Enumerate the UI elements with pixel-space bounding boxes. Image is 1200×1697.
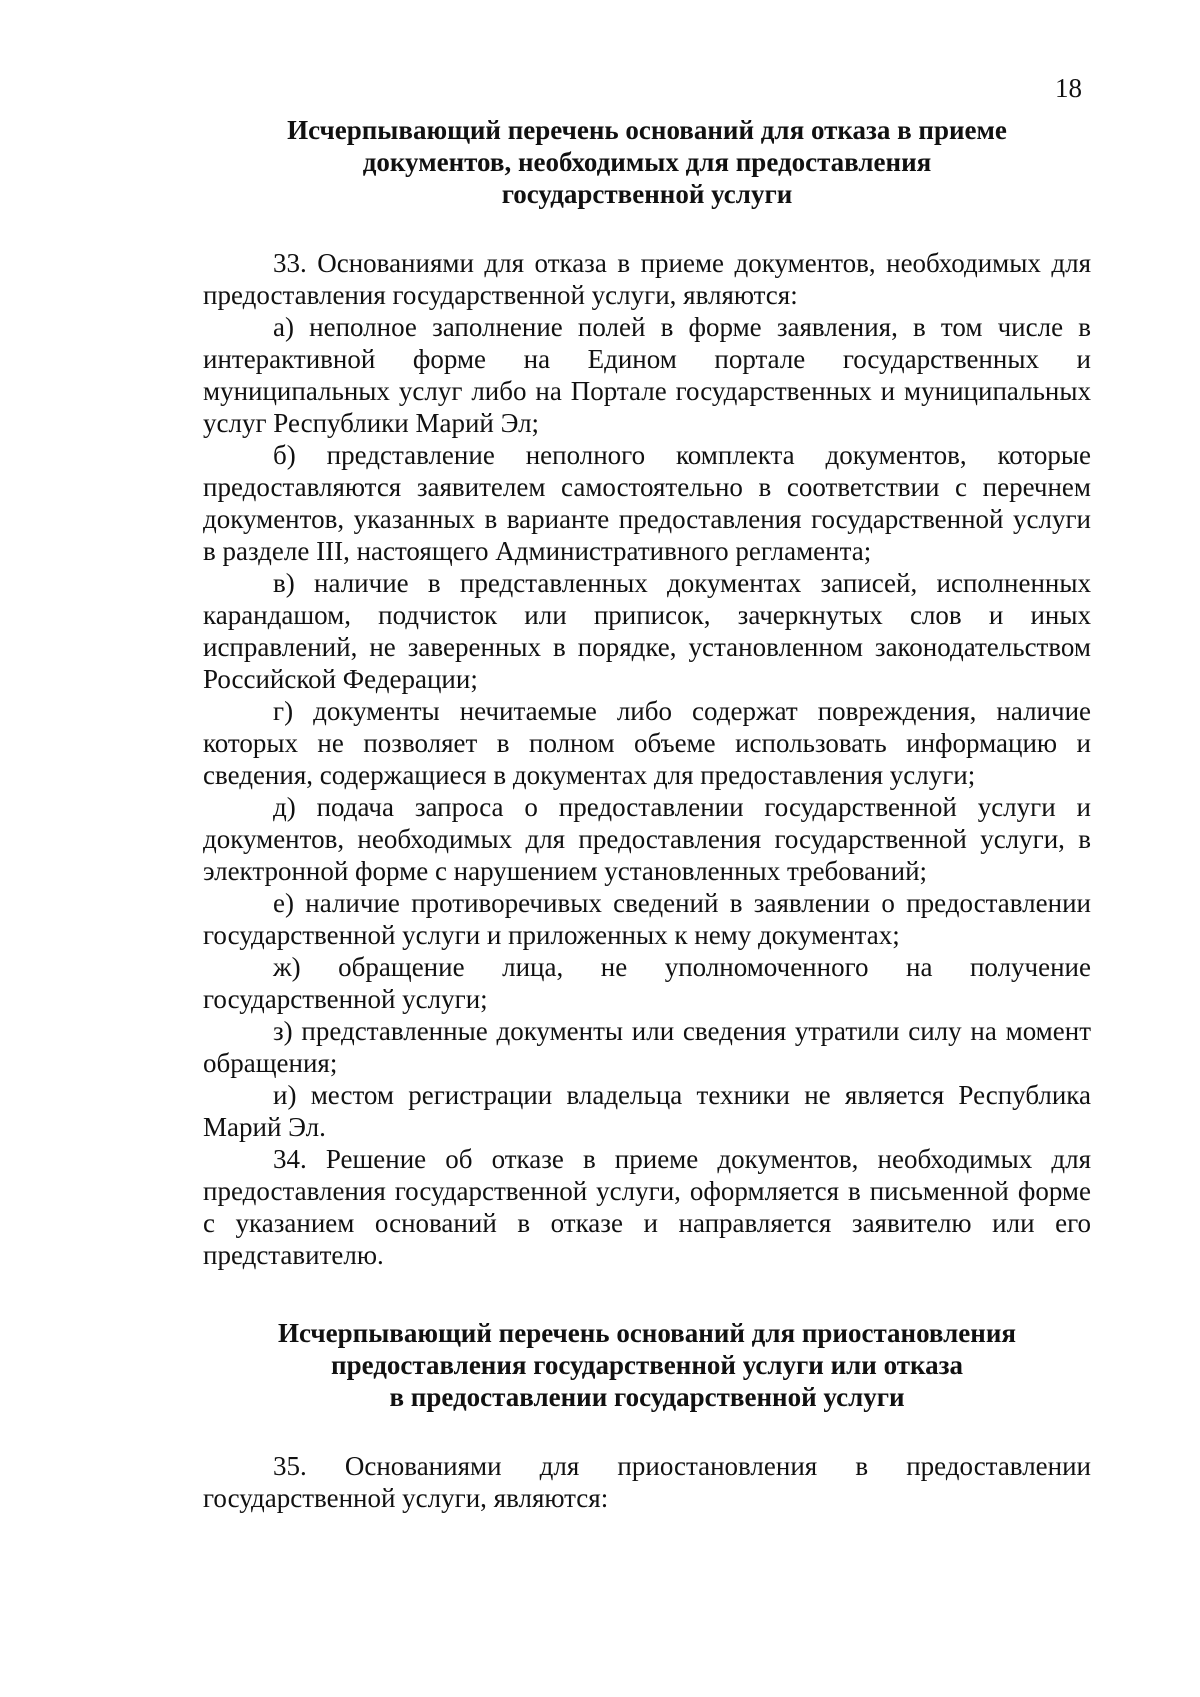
section-heading-refusal-reception [203,114,1091,210]
spacer [203,1413,1091,1450]
heading-line: Исчерпывающий перечень оснований для приостановления [277,1318,1017,1348]
item-e: е) наличие противоречивых сведений в заявлении о предоставлении государственной услуги и приложенных к нему документах; [203,888,1091,950]
spacer [203,210,1091,247]
section-heading-suspension [203,1317,1091,1413]
spacer [203,1271,1091,1317]
item-z: з) представленные документы или сведения утратили силу на момент обращения; [203,1016,1091,1078]
page-number: 18 [1055,73,1082,103]
heading-line: документов, необходимых для предоставления [362,147,932,177]
item-g: г) документы нечитаемые либо содержат повреждения, наличие которых не позволяет в полном объеме использовать информацию и сведения, содержащиеся в документах для предоставления услуги; [203,696,1091,790]
item-d: д) подача запроса о предоставлении государственной услуги и документов, необходимых для предоставления государственной услуги, в электронной форме с нарушением установленных требований; [203,792,1091,886]
paragraph-33: 33. Основаниями для отказа в приеме документов, необходимых для предоставления государственной услуги, являются: [203,248,1091,310]
heading-line: государственной услуги [501,179,793,209]
heading-line: в предоставлении государственной услуги [389,1382,905,1412]
item-i: и) местом регистрации владельца техники не является Республика Марий Эл. [203,1080,1091,1142]
item-a: а) неполное заполнение полей в форме заявления, в том числе в интерактивной форме на Едином портале государственных и муниципальных услуг либо на Портале государственных и муниципальных услуг Республики Марий Эл; [203,312,1091,438]
heading-line: предоставления государственной услуги или отказа [331,1350,963,1380]
heading-line: Исчерпывающий перечень оснований для отказа в приеме [287,115,1007,145]
document-body [203,114,1091,1514]
paragraph-35: 35. Основаниями для приостановления в предоставлении государственной услуги, являются: [203,1451,1091,1513]
item-v: в) наличие в представленных документах записей, исполненных карандашом, подчисток или приписок, зачеркнутых слов и иных исправлений, не заверенных в порядке, установленном законодательством Российской Федерации; [203,568,1091,694]
item-zh: ж) обращение лица, не уполномоченного на получение государственной услуги; [203,952,1091,1014]
item-b: б) представление неполного комплекта документов, которые предоставляются заявителем самостоятельно в соответствии с перечнем документов, указанных в варианте предоставления государственной услуги в разделе III, настоящего Административного регламента; [203,440,1091,566]
paragraph-34: 34. Решение об отказе в приеме документов, необходимых для предоставления государственной услуги, оформляется в письменной форме с указанием оснований в отказе и направляется заявителю или его представителю. [203,1144,1091,1270]
